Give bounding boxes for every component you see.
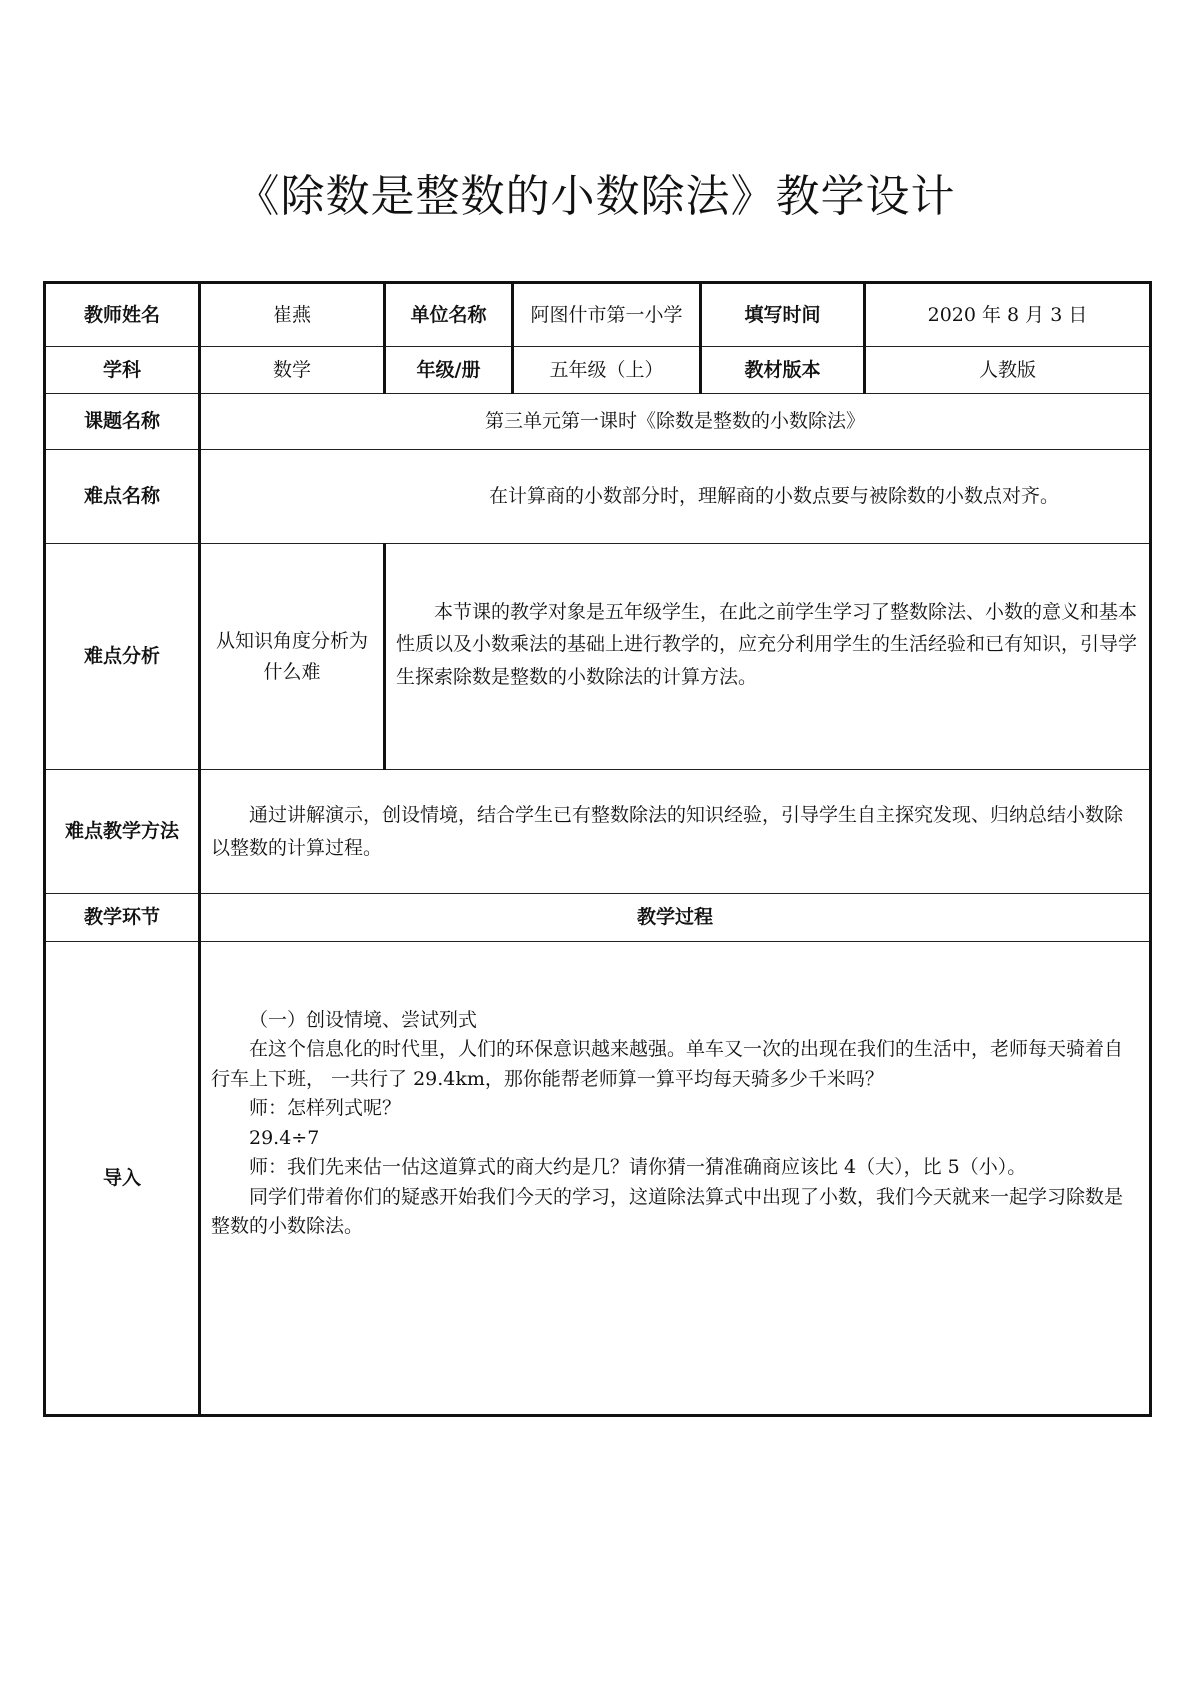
- intro-line: 在这个信息化的时代里，人们的环保意识越来越强。单车又一次的出现在我们的生活中，老师每天骑着自行车上下班， 一共行了 29.4km，那你能帮老师算一算平均每天骑多少千米吗？: [211, 1038, 1124, 1090]
- difficulty-value: 在计算商的小数部分时，理解商的小数点要与被除数的小数点对齐。: [200, 450, 1151, 544]
- topic-value: 第三单元第一课时《除数是整数的小数除法》: [200, 394, 1151, 450]
- intro-line: 同学们带着你们的疑惑开始我们今天的学习，这道除法算式中出现了小数，我们今天就来一起学习除数是整数的小数除法。: [211, 1185, 1124, 1238]
- grade-value: 五年级（上）: [513, 347, 701, 394]
- unit-value: 阿图什市第一小学: [513, 283, 701, 347]
- intro-line: 29.4÷7: [249, 1126, 320, 1149]
- difficulty-row: [45, 450, 1151, 544]
- intro-cell: [200, 942, 1151, 1416]
- header-row-2: [45, 347, 1151, 394]
- teacher-value: 崔燕: [200, 283, 385, 347]
- lesson-plan-table: [43, 281, 1152, 1417]
- analysis-sub-label: 从知识角度分析为什么难: [200, 544, 385, 770]
- subject-value: 数学: [200, 347, 385, 394]
- textbook-value: 人教版: [865, 347, 1151, 394]
- topic-label: 课题名称: [45, 394, 200, 450]
- analysis-row: [45, 544, 1151, 770]
- topic-row: [45, 394, 1151, 450]
- analysis-value: 本节课的教学对象是五年级学生，在此之前学生学习了整数除法、小数的意义和基本性质以及小数乘法的基础上进行教学的，应充分利用学生的生活经验和已有知识，引导学生探索除数是整数的小数除法的计算方法。: [396, 601, 1138, 688]
- date-label: 填写时间: [701, 283, 865, 347]
- analysis-cell: [385, 544, 1151, 770]
- process-header-row: [45, 894, 1151, 942]
- page-title: 《除数是整数的小数除法》教学设计: [235, 171, 956, 222]
- method-value: 通过讲解演示，创设情境，结合学生已有整数除法的知识经验，引导学生自主探究发现、归纳总结小数除以整数的计算过程。: [211, 804, 1124, 859]
- grade-label: 年级/册: [385, 347, 513, 394]
- header-row-1: [45, 283, 1151, 347]
- method-label: 难点教学方法: [45, 770, 200, 894]
- intro-line: 师：我们先来估一估这道算式的商大约是几？请你猜一猜准确商应该比 4（大），比 5（小）。: [249, 1156, 1027, 1179]
- difficulty-label: 难点名称: [45, 450, 200, 544]
- method-cell: [200, 770, 1151, 894]
- unit-label: 单位名称: [385, 283, 513, 347]
- method-row: [45, 770, 1151, 894]
- analysis-label: 难点分析: [45, 544, 200, 770]
- textbook-label: 教材版本: [701, 347, 865, 394]
- intro-row: [45, 942, 1151, 1416]
- teacher-label: 教师姓名: [45, 283, 200, 347]
- intro-line: 师：怎样列式呢？: [249, 1097, 402, 1120]
- process-label: 教学过程: [200, 894, 1151, 942]
- intro-line: （一）创设情境、尝试列式: [249, 1009, 478, 1031]
- subject-label: 学科: [45, 347, 200, 394]
- intro-label: 导入: [45, 942, 200, 1416]
- stage-label: 教学环节: [45, 894, 200, 942]
- date-value: 2020 年 8 月 3 日: [865, 283, 1151, 347]
